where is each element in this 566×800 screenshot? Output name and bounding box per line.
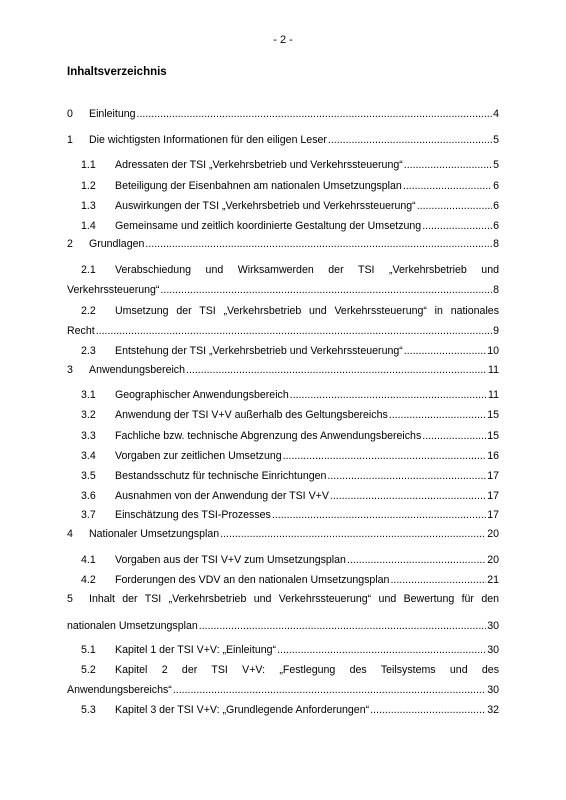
toc-entry-title-line2: nationalen Umsetzungsplan xyxy=(67,620,198,632)
toc-entry-2-2-continued[interactable] xyxy=(67,325,499,338)
dot-leader xyxy=(96,325,492,338)
toc-entry-3-7[interactable] xyxy=(67,509,499,522)
toc-entry-page: 30 xyxy=(487,644,499,656)
toc-entry-page: 15 xyxy=(487,409,499,421)
toc-entry-page: 32 xyxy=(487,704,499,716)
toc-entry-number: 4.2 xyxy=(81,574,96,586)
toc-entry-0[interactable] xyxy=(67,108,499,121)
dot-leader xyxy=(347,554,486,567)
toc-entry-page: 15 xyxy=(487,430,499,442)
toc-entry-page: 10 xyxy=(487,345,499,357)
toc-entry-number: 5 xyxy=(67,593,73,605)
toc-entry-title-line1: Verabschiedung und Wirksamwerden der TSI „Verkehrsbetrieb und xyxy=(115,264,499,276)
toc-entry-1-2[interactable] xyxy=(67,180,499,193)
toc-entry-page: 11 xyxy=(488,389,499,401)
dot-leader xyxy=(137,108,493,121)
toc-entry-page: 8 xyxy=(493,238,499,250)
toc-entry-title: Gemeinsame und zeitlich koordinierte Gestaltung der Umsetzung xyxy=(115,220,422,232)
dot-leader xyxy=(370,704,486,717)
toc-entry-title-line2: Verkehrssteuerung“ xyxy=(67,284,160,296)
toc-entry-title: Auswirkungen der TSI „Verkehrsbetrieb und Verkehrssteuerung“ xyxy=(115,200,416,212)
toc-entry-page: 17 xyxy=(487,470,499,482)
dot-leader xyxy=(404,345,486,358)
dot-leader xyxy=(404,159,492,172)
toc-entry-number: 5.3 xyxy=(81,704,96,716)
toc-entry-3-2[interactable] xyxy=(67,409,499,422)
dot-leader xyxy=(389,409,486,422)
toc-entry-title: Beteiligung der Eisenbahnen am nationalen Umsetzungsplan xyxy=(115,180,402,192)
toc-entry-5-1[interactable] xyxy=(67,644,499,657)
toc-entry-page: 4 xyxy=(493,108,499,120)
toc-entry-page: 16 xyxy=(487,450,499,462)
dot-leader xyxy=(328,134,492,147)
dot-leader xyxy=(422,430,486,443)
toc-entry-page: 11 xyxy=(488,364,499,376)
toc-entry-title: Anwendungsbereich xyxy=(89,364,186,376)
toc-entry-3-3[interactable] xyxy=(67,430,499,443)
toc-entry-title: Kapitel 1 der TSI V+V: „Einleitung“ xyxy=(115,644,277,656)
toc-entry-page: 21 xyxy=(487,574,499,586)
toc-entry-number: 5.2 xyxy=(81,664,96,676)
toc-entry-title-line1: Umsetzung der TSI „Verkehrsbetrieb und Verkehrssteuerung“ in nationales xyxy=(115,305,499,317)
toc-entry-page: 9 xyxy=(493,325,499,337)
toc-entry-number: 3.7 xyxy=(81,509,96,521)
toc-entry-1-3[interactable] xyxy=(67,200,499,213)
toc-entry-1-4[interactable] xyxy=(67,220,499,233)
toc-entry-page: 20 xyxy=(487,554,499,566)
toc-entry-title: Die wichtigsten Informationen für den eiligen Leser xyxy=(89,134,327,146)
toc-entry-3[interactable] xyxy=(67,364,499,377)
toc-entry-number: 0 xyxy=(67,108,73,120)
toc-entry-3-5[interactable] xyxy=(67,470,499,483)
toc-entry-number: 2 xyxy=(67,238,73,250)
toc-entry-number: 3.4 xyxy=(81,450,96,462)
dot-leader xyxy=(403,180,492,193)
toc-entry-title: Nationaler Umsetzungsplan xyxy=(89,528,220,540)
toc-entry-page: 6 xyxy=(493,220,499,232)
toc-entry-page: 5 xyxy=(493,134,499,146)
dot-leader xyxy=(199,620,486,633)
dot-leader xyxy=(220,528,486,541)
toc-entry-page: 5 xyxy=(493,159,499,171)
toc-entry-page: 17 xyxy=(487,509,499,521)
toc-entry-5[interactable] xyxy=(67,593,499,606)
toc-entry-3-4[interactable] xyxy=(67,450,499,463)
toc-entry-number: 4.1 xyxy=(81,554,96,566)
dot-leader xyxy=(327,470,486,483)
toc-entry-page: 30 xyxy=(487,620,499,632)
toc-entry-title: Einleitung xyxy=(89,108,136,120)
toc-entry-5-3[interactable] xyxy=(67,704,499,717)
toc-entry-3-1[interactable] xyxy=(67,389,499,402)
toc-entry-number: 2.3 xyxy=(81,345,96,357)
toc-entry-5-2-continued[interactable] xyxy=(67,684,499,697)
toc-entry-number: 1.1 xyxy=(81,159,96,171)
toc-entry-title-line1: Inhalt der TSI „Verkehrsbetrieb und Verkehrssteuerung“ und Bewertung für den xyxy=(89,593,499,605)
toc-entry-2-2[interactable] xyxy=(67,305,499,318)
toc-entry-title-line2: Recht xyxy=(67,325,95,337)
toc-entry-title: Entstehung der TSI „Verkehrsbetrieb und Verkehrssteuerung“ xyxy=(115,345,403,357)
toc-entry-page: 6 xyxy=(493,200,499,212)
toc-entry-5-continued[interactable] xyxy=(67,620,499,633)
toc-entry-2-1[interactable] xyxy=(67,264,499,277)
toc-entry-number: 3.1 xyxy=(81,389,96,401)
toc-entry-2-3[interactable] xyxy=(67,345,499,358)
toc-entry-title: Vorgaben aus der TSI V+V zum Umsetzungsplan xyxy=(115,554,346,566)
toc-entry-title: Geographischer Anwendungsbereich xyxy=(115,389,289,401)
dot-leader xyxy=(272,509,486,522)
toc-entry-page: 20 xyxy=(487,528,499,540)
toc-entry-2[interactable] xyxy=(67,238,499,251)
toc-entry-number: 3.6 xyxy=(81,490,96,502)
toc-entry-title: Adressaten der TSI „Verkehrsbetrieb und Verkehrssteuerung“ xyxy=(115,159,403,171)
toc-entry-number: 3.2 xyxy=(81,409,96,421)
dot-leader xyxy=(390,574,486,587)
dot-leader xyxy=(417,200,492,213)
dot-leader xyxy=(283,450,487,463)
toc-entry-page: 30 xyxy=(487,684,499,696)
dot-leader xyxy=(145,238,492,251)
toc-entry-number: 1 xyxy=(67,134,73,146)
toc-entry-3-6[interactable] xyxy=(67,490,499,503)
toc-entry-number: 2.1 xyxy=(81,264,96,276)
toc-entry-4-2[interactable] xyxy=(67,574,499,587)
toc-entry-page: 8 xyxy=(493,284,499,296)
dot-leader xyxy=(160,284,492,297)
toc-entry-4-1[interactable] xyxy=(67,554,499,567)
dot-leader xyxy=(330,490,486,503)
toc-entry-number: 1.2 xyxy=(81,180,96,192)
toc-entry-page: 17 xyxy=(487,490,499,502)
dot-leader xyxy=(186,364,487,377)
toc-heading: Inhaltsverzeichnis xyxy=(67,66,167,78)
toc-entry-title: Kapitel 3 der TSI V+V: „Grundlegende Anforderungen“ xyxy=(115,704,370,716)
dot-leader xyxy=(173,684,486,697)
toc-entry-title: Forderungen des VDV an den nationalen Umsetzungsplan xyxy=(115,574,390,586)
toc-entry-1-1[interactable] xyxy=(67,159,499,172)
page-number: - 2 - xyxy=(273,34,293,46)
toc-entry-title: Einschätzung des TSI-Prozesses xyxy=(115,509,271,521)
toc-entry-number: 2.2 xyxy=(81,305,96,317)
toc-entry-title-line1: Kapitel 2 der TSI V+V: „Festlegung des Teilsystems und des xyxy=(115,664,499,676)
toc-entry-title: Grundlagen xyxy=(89,238,145,250)
toc-entry-number: 1.4 xyxy=(81,220,96,232)
toc-entry-title: Ausnahmen von der Anwendung der TSI V+V xyxy=(115,490,329,502)
toc-entry-number: 3 xyxy=(67,364,73,376)
toc-entry-title-line2: Anwendungsbereichs“ xyxy=(67,684,172,696)
toc-entry-title: Fachliche bzw. technische Abgrenzung des Anwendungsbereichs xyxy=(115,430,422,442)
toc-entry-number: 1.3 xyxy=(81,200,96,212)
toc-entry-title: Vorgaben zur zeitlichen Umsetzung xyxy=(115,450,282,462)
toc-entry-2-1-continued[interactable] xyxy=(67,284,499,297)
toc-entry-4[interactable] xyxy=(67,528,499,541)
dot-leader xyxy=(290,389,487,402)
toc-entry-number: 3.5 xyxy=(81,470,96,482)
dot-leader xyxy=(422,220,492,233)
toc-entry-title: Anwendung der TSI V+V außerhalb des Geltungsbereichs xyxy=(115,409,388,421)
toc-entry-page: 6 xyxy=(493,180,499,192)
dot-leader xyxy=(277,644,486,657)
toc-entry-5-2[interactable] xyxy=(67,664,499,677)
toc-entry-number: 3.3 xyxy=(81,430,96,442)
toc-entry-number: 4 xyxy=(67,528,73,540)
toc-entry-number: 5.1 xyxy=(81,644,96,656)
toc-entry-1[interactable] xyxy=(67,134,499,147)
toc-entry-title: Bestandsschutz für technische Einrichtungen xyxy=(115,470,327,482)
